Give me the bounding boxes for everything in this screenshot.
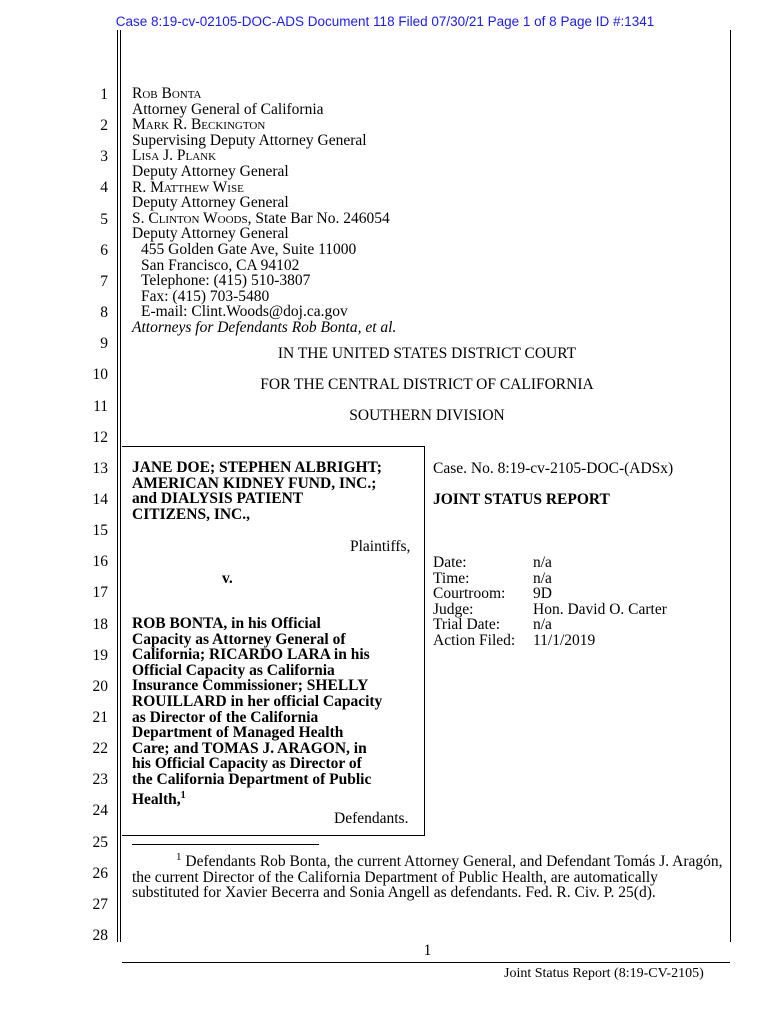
defendant-text: his Official Capacity as Director of: [132, 755, 362, 773]
defendant-line: [132, 663, 382, 679]
counsel-line: [132, 180, 396, 196]
counsel-block: [132, 86, 396, 336]
defendant-line: [132, 756, 382, 772]
line-number: 28: [92, 927, 108, 945]
footnote: [132, 850, 728, 901]
line-number: 2: [100, 117, 108, 135]
counsel-line: [132, 164, 396, 180]
plaintiffs-label: Plaintiffs,: [350, 538, 411, 555]
hearing-row: [433, 633, 595, 649]
line-number: 10: [92, 366, 108, 384]
defendant-line: [132, 710, 382, 726]
defendant-line: [132, 678, 382, 694]
counsel-line: [132, 273, 396, 289]
counsel-line: [132, 242, 396, 258]
counsel-line: [132, 211, 396, 227]
line-number: 21: [92, 709, 108, 726]
line-number: 6: [100, 241, 108, 259]
counsel-text: Deputy Attorney General: [132, 162, 289, 180]
counsel-text: Deputy Attorney General: [132, 225, 289, 243]
ecf-header: Case 8:19-cv-02105-DOC-ADS Document 118 Filed 07/30/21 Page 1 of 8 Page ID #:1341: [115, 14, 655, 29]
defendant-line: [132, 741, 382, 757]
defendant-text: as Director of the California: [132, 708, 319, 726]
counsel-text: R. Matthew Wise: [132, 178, 244, 196]
defendants-label: Defendants.: [334, 810, 409, 827]
counsel-text: San Francisco, CA 94102: [141, 256, 300, 274]
hearing-value: Hon. David O. Carter: [533, 600, 667, 618]
line-number: 24: [92, 802, 108, 820]
counsel-text: 455 Golden Gate Ave, Suite 11000: [141, 240, 357, 258]
counsel-suffix: , State Bar No. 246054: [247, 209, 390, 227]
hearing-value: n/a: [533, 569, 552, 587]
plaintiff-line: AMERICAN KIDNEY FUND, INC.;: [132, 474, 377, 492]
footnote-ref: 1: [180, 789, 186, 801]
hearing-value: 9D: [533, 585, 552, 603]
hearing-value: 11/1/2019: [533, 632, 596, 649]
line-number: 3: [100, 148, 108, 166]
counsel-text: S. Clinton Woods: [132, 209, 248, 227]
versus-label: v.: [222, 570, 233, 587]
defendant-line: [132, 647, 382, 663]
counsel-text: Lisa J. Plank: [132, 147, 217, 165]
line-number: 18: [92, 615, 108, 633]
left-margin-rule-inner: [120, 30, 121, 942]
hearing-value: n/a: [533, 616, 552, 634]
line-number: 15: [92, 522, 108, 540]
counsel-line: [132, 86, 396, 102]
line-number: 25: [92, 833, 108, 851]
hearing-label: Time:: [433, 569, 470, 587]
footnote-mark: 1: [176, 851, 182, 863]
counsel-line: [132, 102, 396, 118]
defendant-text: Department of Managed Health: [132, 724, 344, 742]
counsel-line: [132, 226, 396, 242]
defendant-text: Official Capacity as California: [132, 661, 335, 679]
court-district: FOR THE CENTRAL DISTRICT OF CALIFORNIA: [260, 376, 594, 393]
hearing-row: [433, 602, 667, 618]
left-margin-rule-outer: [117, 30, 118, 942]
counsel-text: Attorneys for Defendants Rob Bonta, et al.: [132, 318, 397, 336]
defendant-text: Capacity as Attorney General of: [132, 630, 346, 648]
line-number: 7: [100, 272, 108, 290]
defendant-text: California; RICARDO LARA in his: [132, 646, 370, 664]
defendant-line: [132, 788, 382, 808]
counsel-text: Supervising Deputy Attorney General: [132, 131, 367, 149]
right-margin-rule: [730, 30, 731, 942]
defendant-text: the California Department of Public: [132, 770, 372, 788]
counsel-line: [132, 148, 396, 164]
line-number: 4: [100, 179, 108, 197]
line-number: 12: [92, 428, 108, 446]
counsel-line: [132, 304, 396, 320]
line-number: 22: [92, 740, 108, 758]
plaintiff-line: JANE DOE; STEPHEN ALBRIGHT;: [132, 459, 382, 476]
case-number: Case. No. 8:19-cv-2105-DOC-(ADSx): [433, 460, 674, 477]
line-number: 26: [92, 864, 108, 882]
counsel-line: [132, 133, 396, 149]
hearing-row: [433, 617, 552, 633]
counsel-text: Rob Bonta: [132, 85, 202, 102]
defendant-text: ROB BONTA, in his Official: [132, 615, 321, 632]
line-number: 19: [92, 646, 108, 664]
counsel-text: Telephone: (415) 510-3807: [141, 272, 311, 290]
counsel-line: [132, 320, 396, 336]
footer-doc-label: Joint Status Report (8:19-CV-2105): [504, 966, 704, 981]
hearing-label: Trial Date:: [433, 616, 501, 634]
defendant-text: Care; and TOMAS J. ARAGON, in: [132, 739, 367, 757]
line-number: 13: [92, 459, 108, 477]
defendant-text: Insurance Commissioner; SHELLY: [132, 677, 369, 695]
document-title: JOINT STATUS REPORT: [433, 491, 610, 508]
line-number: 20: [92, 677, 108, 695]
defendant-line: [132, 616, 382, 632]
court-division: SOUTHERN DIVISION: [349, 407, 505, 424]
hearing-row: [433, 586, 552, 602]
footer-rule: [122, 962, 730, 963]
counsel-text: E-mail: Clint.Woods@doj.ca.gov: [141, 303, 348, 321]
counsel-line: [132, 258, 396, 274]
defendant-text: ROUILLARD in her official Capacity: [132, 692, 383, 710]
defendant-line: [132, 632, 382, 648]
hearing-value: n/a: [533, 554, 552, 571]
defendant-line: [132, 725, 382, 741]
defendants-names: [132, 616, 382, 807]
line-number: 23: [92, 771, 108, 789]
line-number: 8: [100, 304, 108, 322]
line-number: 1: [100, 86, 108, 103]
plaintiffs-names: [132, 460, 382, 522]
court-name: IN THE UNITED STATES DISTRICT COURT: [277, 345, 577, 362]
footnote-text: Defendants Rob Bonta, the current Attorney General, and Defendant Tomás J. Aragón, the current Director of the California Department of Public Health, are automatically substituted for Xavier Becerra and Sonia Angell as defendants. Fed. R. Civ. P. 25(d).: [132, 853, 723, 902]
line-number: 9: [100, 335, 108, 353]
line-number: 11: [93, 397, 108, 415]
counsel-line: [132, 289, 396, 305]
hearing-row: [433, 555, 552, 571]
hearing-label: Courtroom:: [433, 585, 506, 603]
line-number: 17: [92, 584, 108, 602]
counsel-text: Deputy Attorney General: [132, 194, 289, 212]
footnote-separator: [132, 844, 319, 845]
counsel-text: Mark R. Beckington: [132, 116, 266, 134]
hearing-row: [433, 571, 552, 587]
line-number: 14: [92, 490, 108, 508]
hearing-label: Action Filed:: [433, 632, 516, 649]
counsel-line: [132, 117, 396, 133]
defendant-line: [132, 772, 382, 788]
defendant-text: Health,: [132, 790, 181, 808]
hearing-label: Judge:: [433, 600, 474, 618]
line-number: 27: [92, 895, 108, 913]
plaintiff-line: CITIZENS, INC.,: [132, 505, 251, 523]
counsel-line: [132, 195, 396, 211]
counsel-text: Attorney General of California: [132, 100, 324, 118]
page-number: 1: [423, 942, 432, 959]
line-number: 16: [92, 553, 108, 571]
line-number: 5: [100, 210, 108, 228]
plaintiff-line: and DIALYSIS PATIENT: [132, 490, 304, 508]
counsel-text: Fax: (415) 703-5480: [141, 287, 270, 305]
defendant-line: [132, 694, 382, 710]
hearing-label: Date:: [433, 554, 467, 571]
